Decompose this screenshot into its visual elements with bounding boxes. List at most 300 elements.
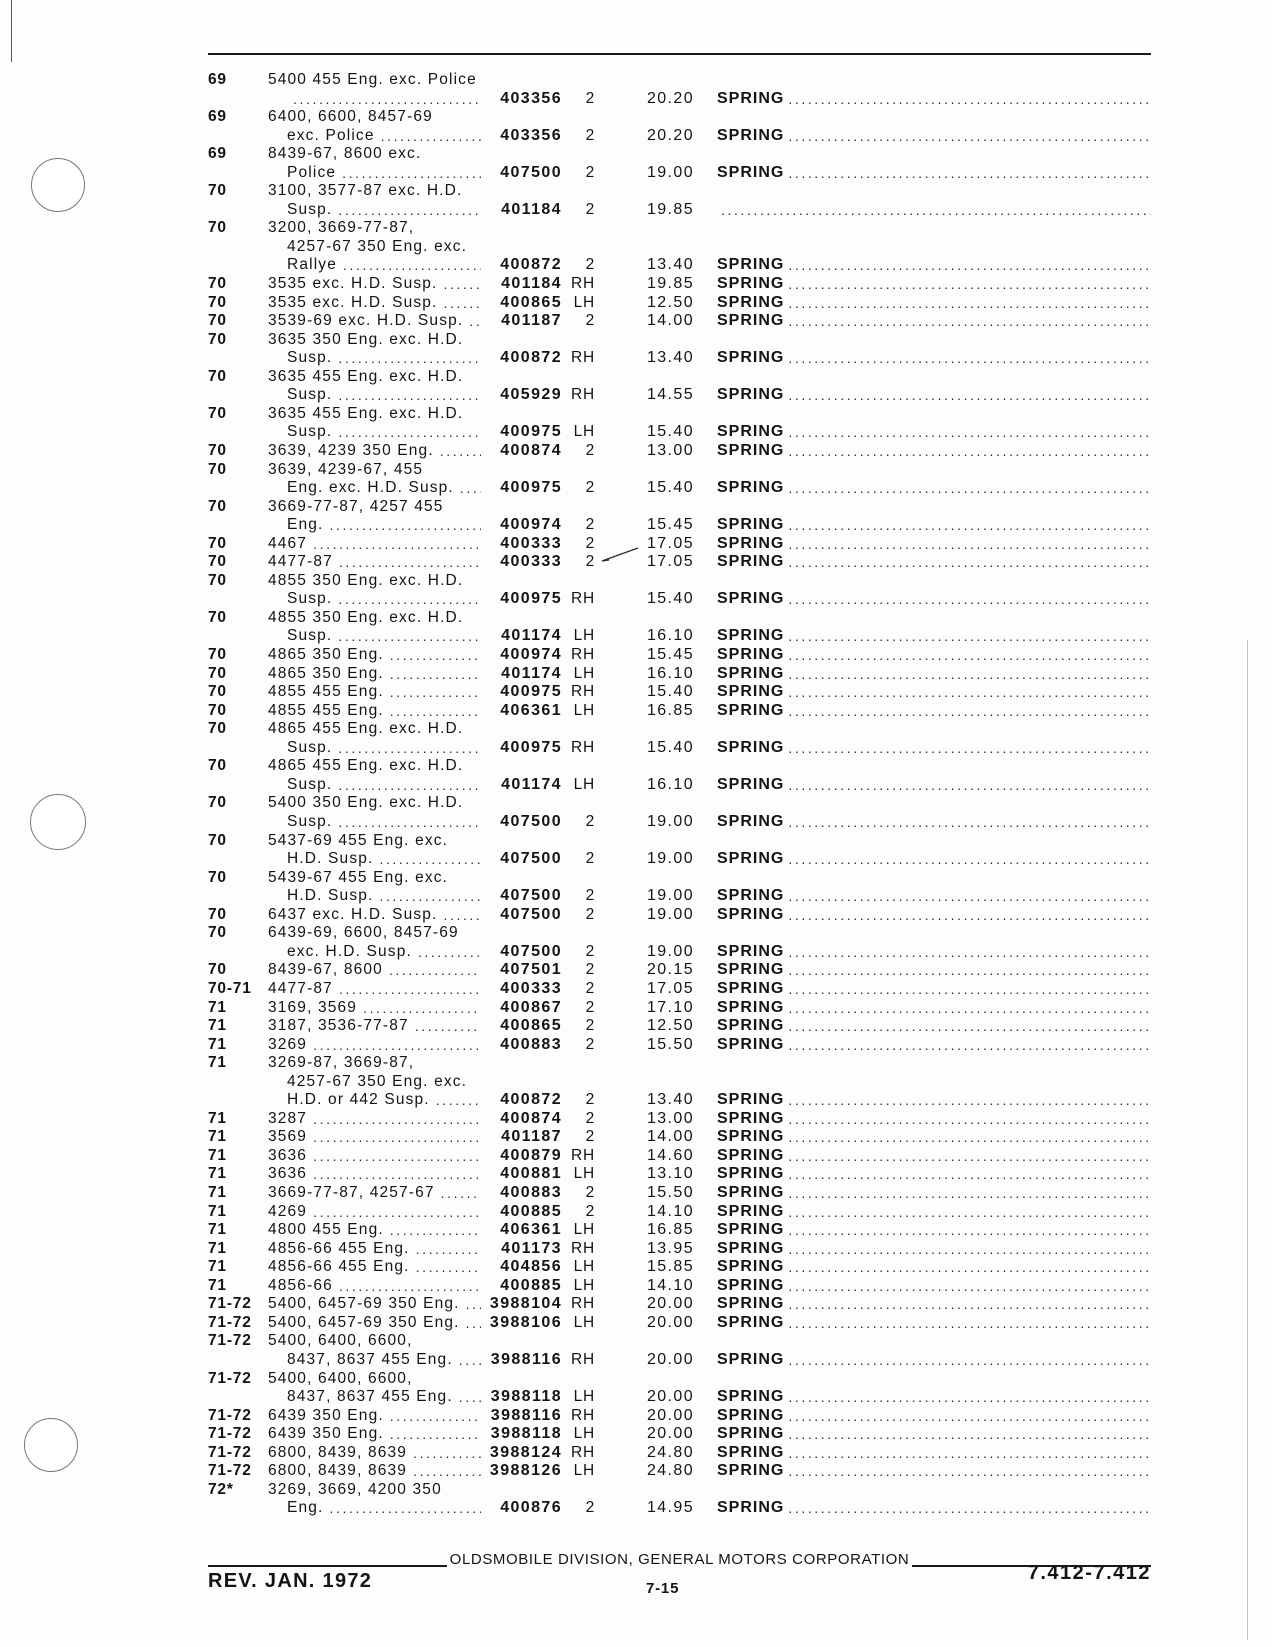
- leader-dots: [788, 1091, 1151, 1109]
- application-text: 3269, 3669, 4200 350: [268, 1480, 442, 1498]
- price: 19.00: [646, 942, 694, 960]
- application-line: [268, 1332, 481, 1350]
- part-number: 407500: [500, 905, 562, 923]
- price: 14.10: [646, 1202, 694, 1220]
- model-year: 70: [208, 330, 227, 348]
- model-year: 71: [208, 1258, 227, 1276]
- model-year: 70: [208, 794, 227, 812]
- leader-dots: [342, 164, 481, 182]
- application-line: [268, 683, 481, 701]
- part-description-text: SPRING: [717, 312, 785, 330]
- model-year: 71: [208, 1184, 227, 1201]
- price: 13.00: [646, 442, 694, 459]
- leader-dots: [788, 535, 1151, 553]
- part-number: 407500: [500, 812, 562, 830]
- leader-dots: [788, 627, 1151, 645]
- model-year: 70: [208, 275, 227, 293]
- table-row: [0, 461, 1272, 498]
- application-line: [268, 498, 481, 516]
- leader-dots: [788, 127, 1151, 145]
- part-description-text: SPRING: [717, 627, 785, 645]
- quantity: LH: [573, 627, 595, 645]
- leader-dots: [313, 1036, 481, 1054]
- application-line: [268, 1240, 481, 1258]
- application-text: 3669-77-87, 4257-67: [268, 1184, 435, 1201]
- part-description-text: SPRING: [717, 1165, 785, 1183]
- quantity: 2: [585, 998, 595, 1016]
- part-description-text: SPRING: [717, 1035, 785, 1053]
- price: 15.40: [646, 738, 694, 756]
- application-line: [268, 832, 481, 850]
- model-year: 70: [208, 701, 227, 719]
- quantity: 2: [585, 942, 595, 960]
- model-year: 72*: [208, 1480, 234, 1498]
- model-year: 70: [208, 961, 227, 979]
- application-line: [268, 368, 481, 386]
- application-text: 6400, 6600, 8457-69: [268, 108, 433, 126]
- model-year: 71: [208, 1128, 227, 1146]
- model-year: 70: [208, 182, 227, 200]
- part-description-text: SPRING: [717, 349, 785, 367]
- application-line: [268, 71, 481, 89]
- part-description-text: SPRING: [717, 1295, 785, 1313]
- application-line: [268, 961, 481, 979]
- application-text: 4257-67 350 Eng. exc.: [287, 1072, 468, 1090]
- application-text: 6439-69, 6600, 8457-69: [268, 924, 459, 942]
- quantity: RH: [571, 590, 595, 608]
- price: 20.00: [646, 1406, 694, 1424]
- part-description-text: SPRING: [717, 1184, 785, 1201]
- quantity: RH: [571, 1406, 595, 1424]
- application-text: Susp.: [287, 200, 333, 218]
- application-line: [268, 1370, 481, 1388]
- application-text: 4855 455 Eng.: [268, 701, 384, 719]
- table-row: [0, 1147, 1272, 1166]
- price: 12.50: [646, 1017, 694, 1035]
- application-text: 3169, 3569: [268, 998, 358, 1016]
- part-number: 401187: [501, 1128, 562, 1146]
- application-line: [287, 1499, 481, 1517]
- part-number: 400975: [500, 479, 562, 497]
- table-row: [0, 1277, 1272, 1296]
- part-description: [717, 294, 1151, 312]
- price: 17.10: [646, 998, 694, 1016]
- part-description-text: SPRING: [717, 1462, 785, 1480]
- quantity: 2: [585, 126, 595, 144]
- price: 13.40: [646, 349, 694, 367]
- table-row: [0, 108, 1272, 145]
- application-line: [268, 980, 481, 998]
- part-description-text: SPRING: [717, 646, 785, 664]
- model-year: 70: [208, 608, 227, 626]
- leader-dots: [788, 683, 1151, 701]
- table-row: [0, 1221, 1272, 1240]
- part-number: 400975: [500, 738, 562, 756]
- application-line: [287, 479, 481, 497]
- part-number: 400881: [500, 1165, 562, 1183]
- part-number: 407500: [500, 887, 562, 905]
- leader-dots: [788, 1017, 1151, 1035]
- price: 14.95: [646, 1499, 694, 1517]
- leader-dots: [788, 553, 1151, 571]
- part-number: 400974: [500, 516, 562, 534]
- part-description-text: SPRING: [717, 775, 785, 793]
- application-text: 3535 exc. H.D. Susp.: [268, 293, 438, 311]
- leader-dots: [788, 1128, 1151, 1146]
- price: 14.60: [646, 1146, 694, 1164]
- price: 15.50: [646, 1184, 694, 1201]
- application-line: [287, 1388, 481, 1406]
- application-text: Eng.: [287, 1499, 324, 1517]
- leader-dots: [339, 1277, 481, 1295]
- application-line: [268, 665, 481, 683]
- leader-dots: [330, 516, 482, 534]
- quantity: 2: [585, 1109, 595, 1127]
- part-description-text: SPRING: [717, 516, 785, 534]
- application-text: 3269-87, 3669-87,: [268, 1054, 415, 1072]
- application-text: Eng. exc. H.D. Susp.: [287, 479, 454, 497]
- application-text: 5400 455 Eng. exc. Police: [268, 71, 477, 88]
- price: 13.40: [646, 256, 694, 274]
- part-number: 400974: [500, 646, 562, 664]
- application-line: [268, 1147, 481, 1165]
- leader-dots: [788, 739, 1151, 757]
- part-number: 401187: [501, 312, 562, 330]
- part-description-text: SPRING: [717, 905, 785, 923]
- leader-dots: [788, 1184, 1151, 1202]
- quantity: 2: [585, 534, 595, 552]
- part-description: [717, 535, 1151, 553]
- part-number: 3988116: [490, 1350, 562, 1368]
- part-number: 407500: [500, 850, 562, 868]
- quantity: LH: [573, 423, 595, 441]
- table-row: [0, 294, 1272, 313]
- part-description: [717, 275, 1151, 293]
- part-description: [717, 776, 1151, 794]
- model-year: 71-72: [208, 1332, 252, 1350]
- application-line: [287, 201, 481, 219]
- table-row: [0, 609, 1272, 646]
- application-text: 4269: [268, 1202, 308, 1220]
- part-description-text: SPRING: [717, 1258, 785, 1276]
- application-text: 3635 350 Eng. exc. H.D.: [268, 330, 464, 348]
- model-year: 70: [208, 683, 227, 701]
- quantity: 2: [585, 89, 595, 107]
- part-description: [717, 312, 1151, 330]
- leader-dots: [788, 386, 1151, 404]
- application-line: [287, 776, 481, 794]
- part-description: [717, 1277, 1151, 1295]
- application-text: exc. H.D. Susp.: [287, 942, 412, 960]
- part-description-text: SPRING: [717, 256, 785, 274]
- part-description-text: SPRING: [717, 1499, 785, 1517]
- part-number: 400333: [500, 553, 562, 571]
- table-row: [0, 832, 1272, 869]
- leader-dots: [788, 164, 1151, 182]
- application-text: 4477-87: [268, 979, 333, 997]
- part-description: [717, 1388, 1151, 1406]
- application-line: [287, 516, 481, 534]
- application-line: [268, 312, 481, 330]
- table-row: [0, 275, 1272, 294]
- model-year: 70: [208, 924, 227, 942]
- table-row: [0, 980, 1272, 999]
- leader-dots: [338, 201, 481, 219]
- part-number: 407500: [500, 163, 562, 181]
- price: 14.10: [646, 1276, 694, 1294]
- application-text: 4467: [268, 534, 308, 552]
- application-text: 4856-66 455 Eng.: [268, 1258, 410, 1276]
- application-line: [268, 794, 481, 812]
- leader-dots: [788, 1277, 1151, 1295]
- table-row: [0, 1017, 1272, 1036]
- leader-dots: [788, 1036, 1151, 1054]
- application-text: 8437, 8637 455 Eng.: [287, 1388, 453, 1406]
- application-text: 6800, 8439, 8639: [268, 1443, 408, 1461]
- leader-dots: [788, 1110, 1151, 1128]
- application-line: [268, 1258, 481, 1276]
- application-line: [268, 1295, 481, 1313]
- part-number: 3988118: [490, 1425, 562, 1443]
- part-number: 406361: [500, 1221, 562, 1239]
- table-row: [0, 1444, 1272, 1463]
- application-line: [268, 461, 481, 479]
- model-year: 70: [208, 497, 227, 515]
- leader-dots: [338, 590, 481, 608]
- leader-dots: [338, 739, 481, 757]
- quantity: RH: [571, 349, 595, 367]
- part-description: [717, 1314, 1151, 1332]
- quantity: RH: [571, 1295, 595, 1313]
- price: 15.40: [646, 423, 694, 441]
- application-line: [268, 442, 481, 460]
- application-text: 6439 350 Eng.: [268, 1406, 384, 1424]
- model-year: 70: [208, 868, 227, 886]
- application-line: [268, 294, 481, 312]
- table-row: [0, 219, 1272, 275]
- quantity: RH: [571, 738, 595, 756]
- part-description: [717, 980, 1151, 998]
- quantity: LH: [573, 293, 595, 311]
- leader-dots: [788, 646, 1151, 664]
- part-description-text: SPRING: [717, 553, 785, 571]
- application-text: Susp.: [287, 775, 333, 793]
- leader-dots: [338, 423, 481, 441]
- quantity: 2: [585, 887, 595, 905]
- application-line: [287, 256, 481, 274]
- part-number: 400872: [500, 1091, 562, 1109]
- application-text: 8439-67, 8600: [268, 961, 383, 979]
- price: 14.00: [646, 312, 694, 330]
- price: 15.45: [646, 646, 694, 664]
- model-year: 70: [208, 293, 227, 311]
- application-text: 3635 455 Eng. exc. H.D.: [268, 404, 464, 422]
- model-year: 71-72: [208, 1443, 252, 1461]
- quantity: RH: [571, 386, 595, 404]
- table-row: [0, 1110, 1272, 1129]
- model-year: 70: [208, 757, 227, 775]
- part-number: 3988106: [489, 1313, 562, 1331]
- table-row: [0, 720, 1272, 757]
- model-year: 71: [208, 1146, 227, 1164]
- footer-rule-left: [208, 1565, 447, 1567]
- leader-dots: [788, 1499, 1151, 1517]
- footer-division-name: OLDSMOBILE DIVISION, GENERAL MOTORS CORPORATION: [449, 1551, 910, 1568]
- leader-dots: [788, 1425, 1151, 1443]
- price: 17.05: [646, 979, 694, 997]
- part-number: 400975: [500, 423, 562, 441]
- part-number: 3988118: [490, 1388, 562, 1406]
- leader-dots: [788, 1203, 1151, 1221]
- leader-dots: [788, 590, 1151, 608]
- application-text: Eng.: [287, 516, 324, 534]
- model-year: 70: [208, 720, 227, 738]
- quantity: 2: [585, 961, 595, 979]
- part-description: [717, 683, 1151, 701]
- application-line: [268, 219, 481, 237]
- part-description: [717, 1091, 1151, 1109]
- part-description-text: SPRING: [717, 887, 785, 905]
- application-line: [268, 1017, 481, 1035]
- application-line: [287, 887, 481, 905]
- part-description: [717, 1036, 1151, 1054]
- price: 13.95: [646, 1239, 694, 1257]
- model-year: 71-72: [208, 1295, 252, 1313]
- price: 16.85: [646, 1221, 694, 1239]
- application-text: 3639, 4239 350 Eng.: [268, 442, 434, 459]
- part-number: 400874: [500, 1109, 562, 1127]
- part-description-text: SPRING: [717, 1313, 785, 1331]
- table-row: [0, 665, 1272, 684]
- leader-dots: [788, 423, 1151, 441]
- table-row: [0, 1370, 1272, 1407]
- part-description: [717, 1017, 1151, 1035]
- part-number: 3988104: [489, 1295, 562, 1313]
- price: 19.00: [646, 850, 694, 868]
- leader-dots: [338, 386, 481, 404]
- quantity: LH: [573, 664, 595, 682]
- model-year: 71-72: [208, 1313, 252, 1331]
- model-year: 70: [208, 367, 227, 385]
- part-number: 400883: [500, 1184, 562, 1201]
- model-year: 69: [208, 108, 227, 126]
- application-line: [287, 1073, 481, 1091]
- table-row: [0, 1425, 1272, 1444]
- table-row: [0, 498, 1272, 535]
- leader-dots: [788, 665, 1151, 683]
- table-row: [0, 1240, 1272, 1259]
- application-text: 5400, 6457-69 350 Eng.: [268, 1295, 460, 1313]
- section-number: 7.412-7.412: [1027, 1562, 1151, 1584]
- application-text: 5400, 6400, 6600,: [268, 1369, 413, 1387]
- leader-dots: [313, 535, 481, 553]
- part-number: 3988126: [489, 1462, 562, 1480]
- part-description: [717, 1425, 1151, 1443]
- application-text: 4855 455 Eng.: [268, 683, 384, 701]
- part-description: [717, 1444, 1151, 1462]
- application-line: [268, 906, 481, 924]
- table-row: [0, 71, 1272, 108]
- leader-dots: [338, 627, 481, 645]
- application-text: 6437 exc. H.D. Susp.: [268, 905, 438, 923]
- part-number: 3988124: [489, 1443, 562, 1461]
- part-description-text: SPRING: [717, 1388, 785, 1406]
- leader-dots: [313, 1147, 481, 1165]
- table-row: [0, 1036, 1272, 1055]
- price: 14.55: [646, 386, 694, 404]
- application-line: [287, 590, 481, 608]
- part-description: [717, 479, 1151, 497]
- application-text: 4800 455 Eng.: [268, 1221, 384, 1239]
- leader-dots: [788, 1147, 1151, 1165]
- part-number: 400872: [500, 349, 562, 367]
- part-description-text: SPRING: [717, 442, 785, 459]
- application-text: 5400, 6457-69 350 Eng.: [268, 1313, 460, 1331]
- application-text: 4257-67 350 Eng. exc.: [287, 237, 468, 255]
- leader-dots: [293, 90, 481, 108]
- table-row: [0, 405, 1272, 442]
- model-year: 70: [208, 553, 227, 571]
- part-number: 400883: [500, 1035, 562, 1053]
- leader-dots: [721, 201, 1151, 219]
- part-description: [717, 961, 1151, 979]
- part-number: 400874: [500, 442, 562, 459]
- table-row: [0, 1462, 1272, 1481]
- application-text: 4855 350 Eng. exc. H.D.: [268, 571, 464, 589]
- model-year: 70: [208, 646, 227, 664]
- application-line: [268, 646, 481, 664]
- price: 20.00: [646, 1350, 694, 1368]
- quantity: 2: [585, 553, 595, 571]
- part-description: [717, 1462, 1151, 1480]
- price: 20.00: [646, 1295, 694, 1313]
- price: 15.40: [646, 683, 694, 701]
- table-row: [0, 182, 1272, 219]
- part-description: [717, 665, 1151, 683]
- application-line: [287, 386, 481, 404]
- part-description: [717, 349, 1151, 367]
- leader-dots: [788, 442, 1151, 460]
- application-line: [268, 331, 481, 349]
- leader-dots: [788, 1258, 1151, 1276]
- table-row: [0, 757, 1272, 794]
- part-description-text: SPRING: [717, 850, 785, 868]
- table-row: [0, 794, 1272, 831]
- application-line: [287, 1091, 481, 1109]
- leader-dots: [338, 349, 481, 367]
- leader-dots: [788, 256, 1151, 274]
- part-number: 400879: [500, 1146, 562, 1164]
- application-line: [268, 1203, 481, 1221]
- part-description: [717, 1165, 1151, 1183]
- model-year: 70: [208, 312, 227, 330]
- model-year: 70: [208, 442, 227, 459]
- price: 24.80: [646, 1462, 694, 1480]
- leader-dots: [788, 1388, 1151, 1406]
- part-description: [717, 1407, 1151, 1425]
- leader-dots: [788, 850, 1151, 868]
- model-year: 70: [208, 571, 227, 589]
- part-description-text: SPRING: [717, 1109, 785, 1127]
- price: 19.85: [646, 275, 694, 293]
- quantity: 2: [585, 979, 595, 997]
- part-description: [717, 887, 1151, 905]
- quantity: 2: [585, 1184, 595, 1201]
- page-number: 7-15: [646, 1580, 680, 1597]
- part-number: 400975: [500, 683, 562, 701]
- price: 13.40: [646, 1091, 694, 1109]
- leader-dots: [788, 961, 1151, 979]
